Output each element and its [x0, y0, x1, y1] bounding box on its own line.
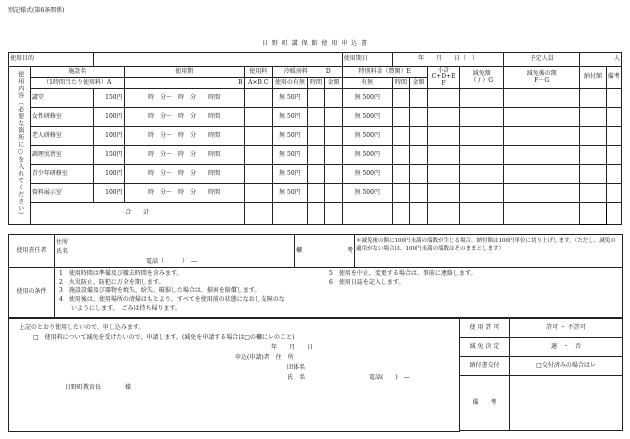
total-paid[interactable]: [580, 203, 606, 225]
applicant-name[interactable]: 氏 名: [287, 374, 306, 381]
addressee: 日野町教育長 様: [65, 384, 132, 391]
time-field[interactable]: 時 分～ 時 分 時間: [124, 146, 244, 165]
exemption-checkbox-line[interactable]: □ 使用料について減免を受けたいので、申請します。(減免を申請する場合は□の欄にレのこと): [33, 334, 295, 341]
condition-item: 5 使用を中止、変更する場合は、事前に連絡します。: [329, 270, 477, 277]
sp-option[interactable]: 無 500円: [342, 184, 392, 203]
header-fee-sub: A×B C: [244, 78, 272, 89]
condition-item: 3 施設設備及び器物を焼失、紛失、破損した場合は、損害を賠償します。: [59, 287, 261, 295]
header-after: 減免後の額 F－G: [504, 67, 580, 89]
header-room: 施設名: [30, 67, 124, 78]
sp-option[interactable]: 無 500円: [342, 165, 392, 184]
date-label: 使用期日: [342, 53, 392, 67]
ac-option[interactable]: 無 50円: [272, 127, 307, 146]
responsible-name: 氏名: [56, 248, 69, 256]
header-period-sub: B: [124, 78, 244, 89]
header-period: 使用期: [124, 67, 244, 78]
sp-option[interactable]: 無 500円: [342, 127, 392, 146]
lower-table: [8, 234, 623, 318]
ac-option[interactable]: 無 50円: [272, 108, 307, 127]
room-rate: 100円: [94, 184, 125, 203]
responsible-phone: 電話（ ） ―: [146, 257, 198, 265]
applicant-phone[interactable]: 電話( ) ―: [369, 374, 410, 381]
fee-note: ＊減免後の額に100円未満の端数が生じる場合、納付額は100円単位に切り上げします。（ただし、減免の適用がない場合は、100円未満の端数はそのままとします）: [355, 235, 623, 268]
table-row: [9, 184, 622, 203]
ac-option[interactable]: 無 50円: [272, 146, 307, 165]
responsible-fields[interactable]: [55, 235, 295, 268]
time-field[interactable]: 時 分～ 時 分 時間: [124, 127, 244, 146]
approval-label: 使 用 許 可: [460, 319, 510, 338]
room-rate: 150円: [94, 146, 125, 165]
approval-label: 減 免 決 定: [460, 338, 510, 357]
approval-value[interactable]: 許可 ・ 不許可: [510, 319, 623, 338]
header-sp-amount: 金額: [410, 78, 427, 89]
table-row: [9, 108, 622, 127]
header-ac-use: 使用の有無: [272, 78, 307, 89]
approval-value[interactable]: [510, 376, 623, 431]
header-exempt: 減免額 （ / ）G: [460, 67, 504, 89]
remarks-col-label: 欄 考: [295, 235, 355, 268]
ac-option[interactable]: 無 50円: [272, 184, 307, 203]
application-line1: 上記のとおり使用したいので、申し込みます。: [19, 324, 145, 331]
room-name: 女性研修室: [30, 108, 93, 127]
people-label: 予定人員: [504, 53, 580, 67]
room-rate: 100円: [94, 165, 125, 184]
table-row: [9, 146, 622, 165]
purpose-label: 使用目的: [9, 53, 94, 67]
form-title: 日 野 町 講 保 館 使 用 申 込 書: [261, 40, 369, 47]
ac-option[interactable]: 無 50円: [272, 89, 307, 108]
condition-item: 1 使用時間は準備及び撤去時間を含みます。: [59, 270, 183, 277]
side-label-cell: [9, 67, 31, 225]
header-subtotal: 小計 C+D+E F: [427, 67, 460, 89]
condition-item: 2 火災防止、防犯に万全を期します。: [59, 278, 165, 286]
form-label: 別記様式(第6条関係): [8, 7, 65, 14]
header-sp-use: 有無: [342, 78, 392, 89]
responsible-label: 使用責任者: [9, 235, 55, 268]
header-remarks: 備考: [606, 67, 621, 89]
main-table: [8, 52, 622, 225]
conditions-body: [55, 268, 623, 318]
people-field[interactable]: 人: [580, 53, 622, 67]
room-name: 青少年研修室: [30, 165, 93, 184]
room-name: 資料展示室: [30, 184, 93, 203]
room-name: 老人研修室: [30, 127, 93, 146]
applicant-address[interactable]: 申込(申請)者 住 所: [235, 354, 294, 361]
header-ac: 冷暖房料 D: [272, 67, 342, 78]
time-field[interactable]: 時 分～ 時 分 時間: [124, 184, 244, 203]
purpose-field[interactable]: [94, 53, 343, 67]
room-rate: 100円: [94, 127, 125, 146]
condition-item: いようにします。 ごみは持ち帰ります。: [59, 304, 182, 312]
application-block: [8, 318, 460, 432]
room-name: 調理実習室: [30, 146, 93, 165]
table-row: [9, 89, 622, 108]
time-field[interactable]: 時 分～ 時 分 時間: [124, 89, 244, 108]
room-rate: 100円: [94, 108, 125, 127]
table-row: [9, 165, 622, 184]
time-field[interactable]: 時 分～ 時 分 時間: [124, 165, 244, 184]
date-field[interactable]: 年 月 日（ ）: [392, 53, 503, 67]
condition-item: 4 使用後は、使用場所の清掃はもとより、すべてを使用前の状態になおし支障のな: [59, 296, 285, 304]
time-field[interactable]: 時 分～ 時 分 時間: [124, 108, 244, 127]
approval-table: [459, 318, 623, 431]
room-name: 講堂: [30, 89, 93, 108]
total-label: 合 計: [30, 203, 244, 225]
header-paid: 納付額: [580, 67, 606, 89]
header-ac-time: 時間: [307, 78, 324, 89]
total-row: [9, 203, 622, 225]
header-special: 特別料金（農閑）E: [342, 67, 427, 78]
approval-label: 備 考: [460, 376, 510, 431]
conditions-label: 使用の条件: [9, 268, 55, 318]
room-rate: 150円: [94, 89, 125, 108]
responsible-address: 住所: [56, 239, 69, 246]
application-date[interactable]: 年 月 日: [271, 344, 314, 351]
header-sp-time: 時間: [392, 78, 409, 89]
applicant-org[interactable]: 団体名: [287, 364, 306, 371]
ac-option[interactable]: 無 50円: [272, 165, 307, 184]
header-fee: 使用料: [244, 67, 272, 78]
header-ac-amount: 金額: [325, 78, 342, 89]
approval-label: 納付書交付: [460, 357, 510, 376]
side-label: 使用内容（必要な箇所に○を入れてください）: [16, 71, 24, 219]
table-row: [9, 127, 622, 146]
condition-item: 6 使用日誌を記入します。: [329, 278, 405, 286]
approval-value[interactable]: □交付済みの場合はレ: [510, 357, 623, 376]
approval-value[interactable]: 適 ・ 否: [510, 338, 623, 357]
sp-option[interactable]: 無 500円: [342, 89, 392, 108]
sp-option[interactable]: 無 500円: [342, 108, 392, 127]
sp-option[interactable]: 無 500円: [342, 146, 392, 165]
header-room-sub: （1時間当たり使用料）A: [30, 78, 124, 89]
